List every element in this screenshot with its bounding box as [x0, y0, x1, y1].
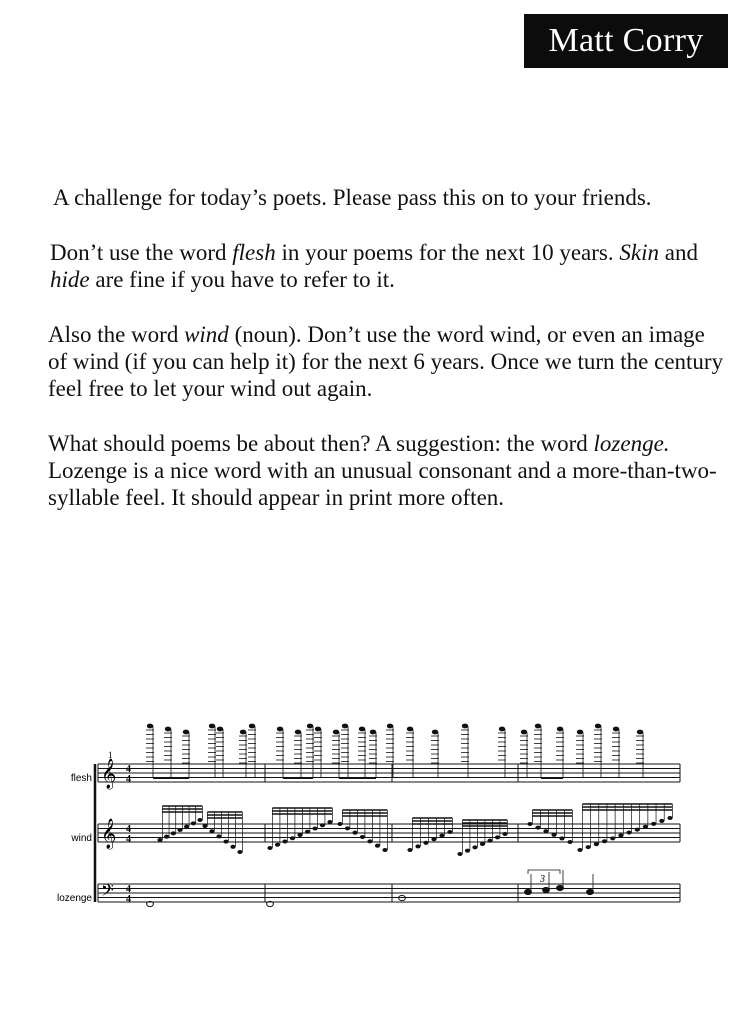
note-head [602, 839, 607, 843]
music-score-drawing [40, 720, 700, 930]
paragraph-text: What should poems be about then? A suggestion: the word [48, 431, 594, 456]
note-head [480, 842, 485, 846]
note-head [367, 839, 372, 843]
note-head [209, 829, 214, 833]
note-head [525, 889, 532, 894]
note-head [333, 730, 339, 735]
staff-label-flesh: flesh [70, 773, 92, 784]
note-head [147, 724, 153, 729]
note-head [164, 835, 169, 839]
paragraph-text: Also the word [48, 322, 185, 347]
tuplet-label: 3 [540, 874, 545, 885]
note-head [342, 724, 348, 729]
staff-label-lozenge: lozenge [56, 893, 92, 904]
note-head [184, 825, 189, 829]
note-head [197, 818, 202, 822]
note-head [407, 848, 412, 852]
paragraph-wind [48, 321, 728, 402]
note-head [415, 844, 420, 848]
note-head [567, 840, 572, 844]
emphasis-hide: hide [50, 267, 90, 292]
staff-label-wind: wind [71, 833, 92, 844]
note-head [643, 825, 648, 829]
note-head [267, 846, 272, 850]
note-head [177, 828, 182, 832]
note-head [586, 845, 591, 849]
paragraph-flesh [50, 239, 728, 293]
note-head [352, 831, 357, 835]
note-head [559, 836, 564, 840]
note-head [618, 833, 623, 837]
note-head [249, 724, 255, 729]
emphasis-wind: wind [184, 322, 229, 347]
article-body [48, 184, 728, 539]
note-head [527, 822, 532, 826]
note-head [587, 889, 594, 894]
note-head [423, 841, 428, 845]
time-signature: 4 [126, 834, 131, 845]
note-head [275, 843, 280, 847]
emphasis-skin: Skin [619, 240, 659, 265]
note-head [557, 885, 564, 890]
note-head [399, 895, 406, 900]
note-head [431, 837, 436, 841]
note-head [613, 727, 619, 732]
note-head [297, 833, 302, 837]
note-head [637, 730, 643, 735]
note-head [312, 827, 317, 831]
note-head [320, 823, 325, 827]
note-head [290, 836, 295, 840]
note-head [217, 727, 223, 732]
measure-number: 1 [108, 750, 113, 760]
note-head [462, 724, 468, 729]
note-head [171, 831, 176, 835]
note-head [237, 850, 242, 854]
note-head [651, 822, 656, 826]
note-head [157, 838, 162, 842]
music-score [40, 720, 700, 930]
author-title-box [524, 14, 728, 68]
note-head [360, 835, 365, 839]
note-head [282, 840, 287, 844]
emphasis-lozenge: lozenge. [593, 431, 670, 456]
note-head [327, 820, 332, 824]
time-signature: 4 [126, 764, 131, 775]
note-head [626, 831, 631, 835]
note-head [305, 830, 310, 834]
note-head [337, 822, 342, 826]
note-head [535, 724, 541, 729]
note-head [551, 833, 556, 837]
treble-clef-icon: 𝄞 [101, 819, 117, 849]
note-head [439, 834, 444, 838]
note-head [457, 852, 462, 856]
note-head [230, 845, 235, 849]
note-head [407, 727, 413, 732]
author-name: Matt Corry [548, 22, 704, 59]
note-head [359, 727, 365, 732]
note-head [295, 730, 301, 735]
note-head [387, 724, 393, 729]
paragraph-text: are fine if you have to refer to it. [89, 267, 395, 292]
note-head [495, 835, 500, 839]
note-head [202, 824, 207, 828]
paragraph-text: in your poems for the next 10 years. [275, 240, 620, 265]
note-head [183, 730, 189, 735]
note-head [307, 724, 313, 729]
note-head [472, 845, 477, 849]
note-head [595, 724, 601, 729]
time-signature: 4 [126, 894, 131, 905]
note-head [465, 849, 470, 853]
note-head [382, 848, 387, 852]
treble-clef-icon: 𝄞 [101, 759, 117, 789]
time-signature: 4 [126, 774, 131, 785]
note-head [635, 828, 640, 832]
paragraph-text: Don’t use the word [50, 240, 233, 265]
note-head [535, 826, 540, 830]
paragraph-text: (noun). Don’t use the word wind, or even an image of wind (if you can help it) for the next 6 years. Once we turn the century feel free to let your wind out again. [48, 322, 724, 401]
paragraph-text: Lozenge is a nice word with an unusual consonant and a more-than-two-syllable feel. It should appear in print more often. [48, 458, 717, 510]
note-head [659, 819, 664, 823]
note-head [375, 844, 380, 848]
note-head [447, 830, 452, 834]
paragraph-lozenge [48, 430, 728, 511]
note-head [240, 730, 246, 735]
emphasis-flesh: flesh [232, 240, 276, 265]
note-head [577, 848, 582, 852]
note-head [521, 730, 527, 735]
time-signature: 4 [126, 884, 131, 895]
note-head [610, 836, 615, 840]
note-head [191, 821, 196, 825]
time-signature: 4 [126, 824, 131, 835]
bass-clef-icon: 𝄢 [101, 880, 114, 904]
note-head [487, 839, 492, 843]
note-head [499, 727, 505, 732]
note-head [209, 724, 215, 729]
note-head [315, 727, 321, 732]
note-head [370, 730, 376, 735]
note-head [543, 887, 550, 892]
note-head [594, 842, 599, 846]
note-head [165, 727, 171, 732]
note-head [543, 829, 548, 833]
note-head [432, 730, 438, 735]
note-head [502, 832, 507, 836]
paragraph-text: A challenge for today’s poets. Please pass this on to your friends. [53, 185, 652, 210]
note-head [216, 834, 221, 838]
note-head [667, 816, 672, 820]
note-head [277, 727, 283, 732]
paragraph-text: and [659, 240, 698, 265]
paragraph-challenge [53, 184, 728, 211]
note-head [577, 730, 583, 735]
note-head [345, 826, 350, 830]
note-head [557, 727, 563, 732]
note-head [223, 840, 228, 844]
